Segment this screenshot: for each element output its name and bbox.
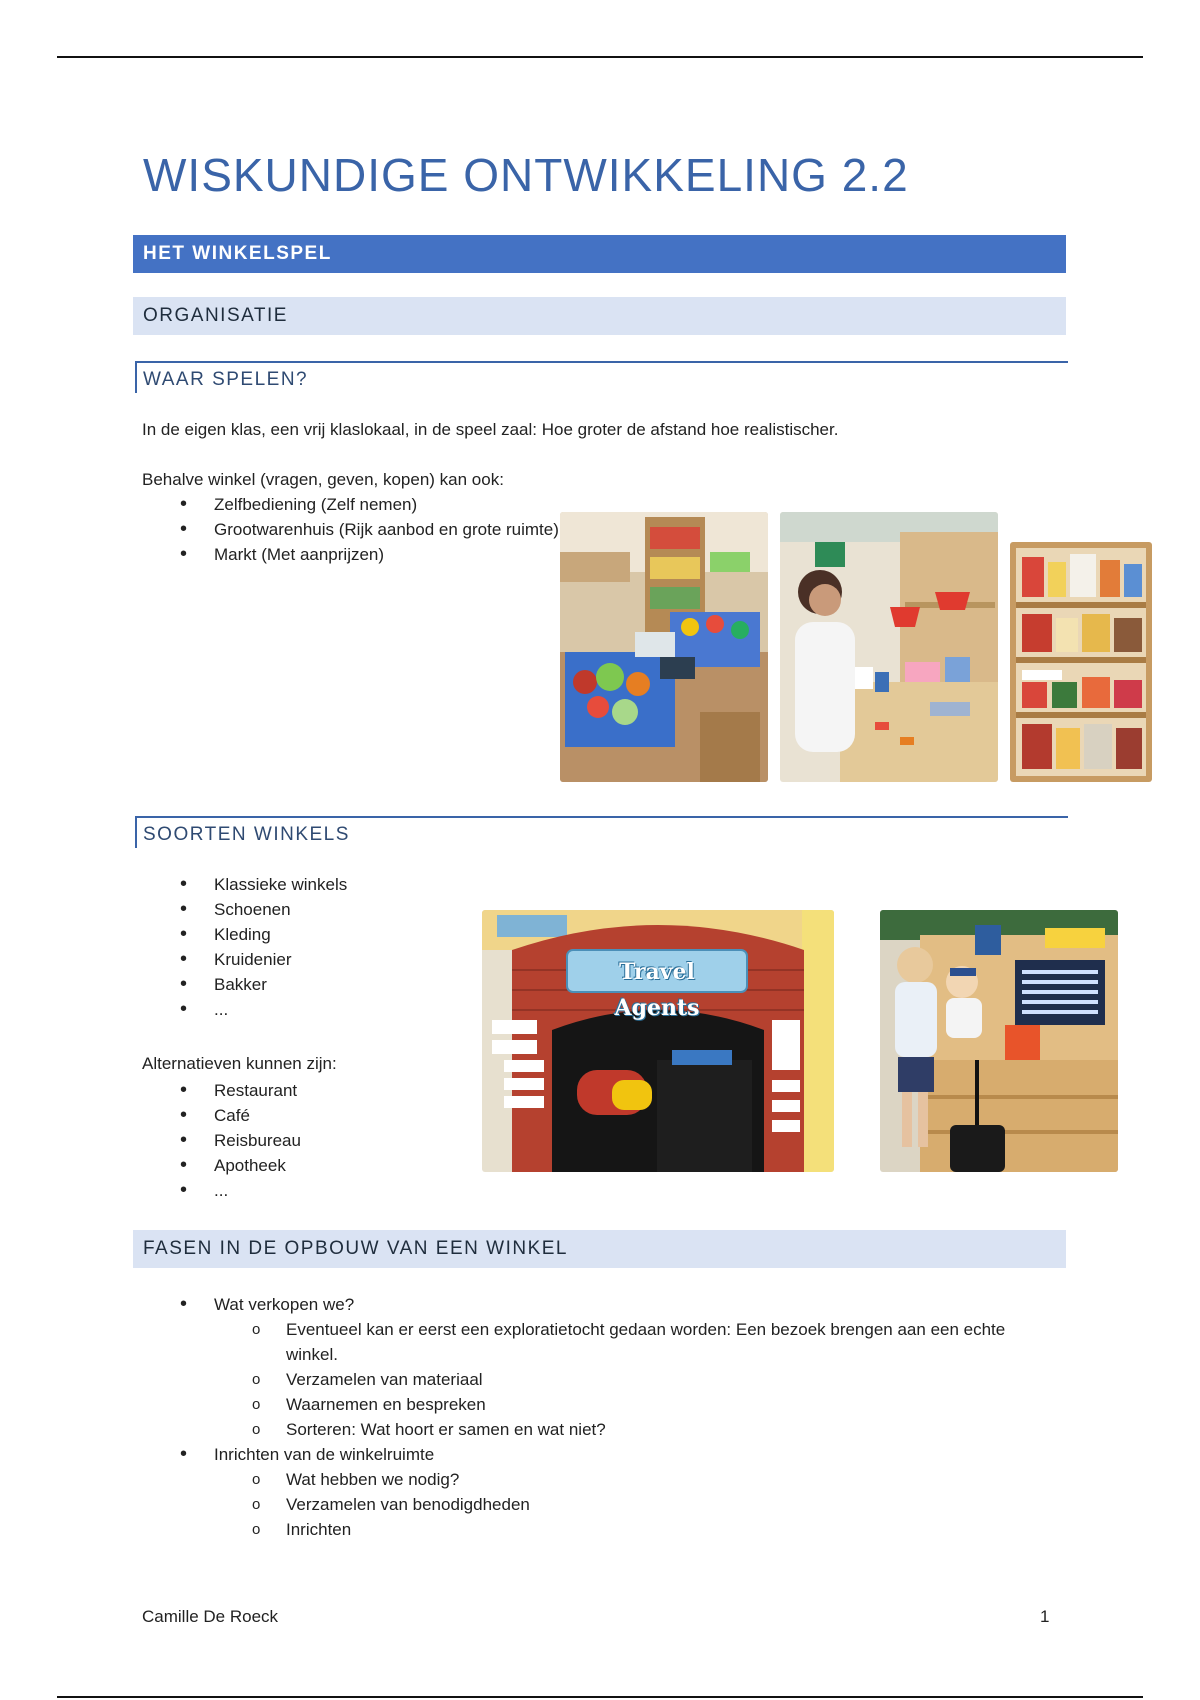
list-item: • ... — [142, 997, 442, 1022]
section-heading-fasen: FASEN IN DE OPBOUW VAN EEN WINKEL — [133, 1230, 1066, 1268]
travel-agents-sign: Travel Agents — [614, 959, 700, 1021]
photo-child-pharmacy — [780, 512, 998, 782]
subheading-soorten-winkels: SOORTEN WINKELS — [135, 816, 1068, 848]
list-item: • ... — [142, 1178, 442, 1203]
soorten-list — [142, 872, 442, 1022]
list-item: • Reisbureau — [142, 1128, 442, 1153]
fasen-list — [142, 1292, 1042, 1542]
fase-label: Inrichten van de winkelruimte — [214, 1445, 435, 1464]
list-item — [142, 1442, 1042, 1542]
list-item: • Café — [142, 1103, 442, 1128]
photo-airport-checkin — [880, 910, 1118, 1172]
list-item: • Markt (Met aanprijzen) — [142, 542, 562, 567]
list-item: • Zelfbediening (Zelf nemen) — [142, 492, 562, 517]
fase-sublist — [214, 1317, 1042, 1442]
fase-sublist — [214, 1467, 1042, 1542]
sub-list-item: o Sorteren: Wat hoort er samen en wat niet? — [214, 1417, 1042, 1442]
sub-list-item: o Verzamelen van benodigdheden — [214, 1492, 1042, 1517]
waar-paragraph: In de eigen klas, een vrij klaslokaal, in de speel zaal: Hoe groter de afstand hoe realistischer. — [142, 420, 839, 439]
list-item: • Kleding — [142, 922, 442, 947]
sub-list-item: o Inrichten — [214, 1517, 1042, 1542]
top-rule — [57, 56, 1143, 58]
section-heading-organisatie: ORGANISATIE — [133, 297, 1066, 335]
bottom-rule — [57, 1696, 1143, 1698]
alternatieven-list — [142, 1078, 442, 1203]
photo-travel-agents — [482, 910, 834, 1172]
list-item: • Grootwarenhuis (Rijk aanbod en grote ruimte) — [142, 517, 562, 542]
list-item: • Bakker — [142, 972, 442, 997]
list-item — [142, 1292, 1042, 1442]
list-item: • Restaurant — [142, 1078, 442, 1103]
alternatieven-intro: Alternatieven kunnen zijn: — [142, 1054, 337, 1073]
photo-grocery-shelf — [1010, 542, 1152, 782]
section-heading-winkelspel: HET WINKELSPEL — [133, 235, 1066, 273]
footer-page-number: 1 — [1040, 1607, 1050, 1626]
footer-author: Camille De Roeck — [142, 1607, 279, 1626]
subheading-waar-spelen: WAAR SPELEN? — [135, 361, 1068, 393]
list-item: • Apotheek — [142, 1153, 442, 1178]
sub-list-item: o Eventueel kan er eerst een exploratietocht gedaan worden: Een bezoek brengen aan een echte winkel. — [214, 1317, 1042, 1367]
photo-classroom-shop — [560, 512, 768, 782]
list-item: • Klassieke winkels — [142, 872, 442, 897]
sub-list-item: o Wat hebben we nodig? — [214, 1467, 1042, 1492]
behalve-intro: Behalve winkel (vragen, geven, kopen) kan ook: — [142, 470, 504, 489]
list-item: • Kruidenier — [142, 947, 442, 972]
sub-list-item: o Verzamelen van materiaal — [214, 1367, 1042, 1392]
behalve-list — [142, 492, 562, 567]
fase-label: Wat verkopen we? — [214, 1295, 355, 1314]
list-item: • Schoenen — [142, 897, 442, 922]
page-title: WISKUNDIGE ONTWIKKELING 2.2 — [143, 149, 909, 201]
sub-list-item: o Waarnemen en bespreken — [214, 1392, 1042, 1417]
